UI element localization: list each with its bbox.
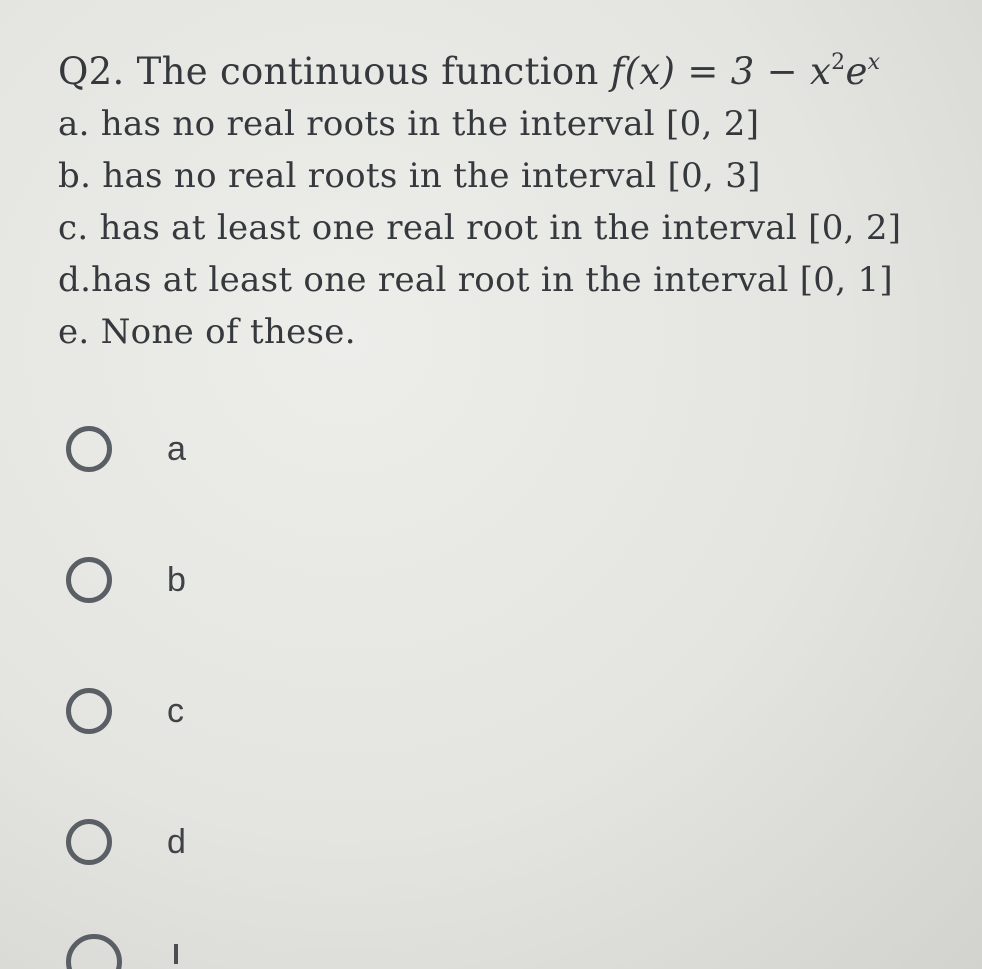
question-option-d: d.has at least one real root in the interval [0, 1]: [58, 260, 893, 300]
radio-button-b[interactable]: [66, 557, 112, 603]
answer-choice-c[interactable]: [66, 680, 466, 742]
question-block: [58, 46, 968, 358]
function-tail-exponent: x: [867, 50, 881, 75]
radio-button-a[interactable]: [66, 426, 112, 472]
question-title: [58, 46, 968, 98]
answer-label-d: d: [167, 822, 186, 861]
answer-choice-d[interactable]: [66, 811, 466, 873]
function-exponent: 2: [831, 50, 846, 75]
answer-choice-a[interactable]: [66, 418, 466, 480]
radio-button-c[interactable]: [66, 688, 112, 734]
question-prefix: Q2. The continuous function: [58, 50, 611, 93]
answer-choices: [66, 418, 466, 942]
question-option-e: e. None of these.: [58, 312, 356, 352]
answer-label-c: c: [167, 691, 184, 730]
answer-label-a: a: [167, 429, 186, 468]
function-lhs: f(x): [610, 50, 676, 93]
question-option-c: c. has at least one real root in the interval [0, 2]: [58, 208, 902, 248]
function-eq: = 3 − x: [675, 50, 832, 93]
radio-button-d[interactable]: [66, 819, 112, 865]
answer-label-b: b: [167, 560, 186, 599]
question-option-a: a. has no real roots in the interval [0, 2]: [58, 104, 760, 144]
function-tail: e: [845, 50, 868, 93]
answer-choice-b[interactable]: [66, 549, 466, 611]
question-option-b: b. has no real roots in the interval [0, 3]: [58, 156, 761, 196]
answer-label-partial: [174, 944, 178, 964]
